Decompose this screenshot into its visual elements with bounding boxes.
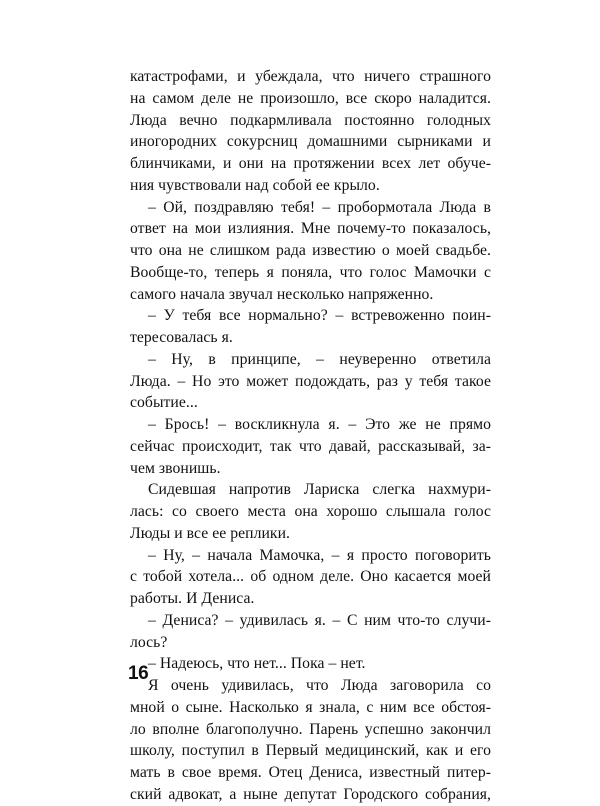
text-line-29: Я очень удивилась, что Люда заговорила со — [148, 677, 491, 694]
text-line-25: работы. И Дениса. — [130, 590, 255, 607]
text-line-8: ответ на мои излияния. Мне почему-то показалось, — [130, 220, 491, 238]
text-line-6: ния чувствовали над собой ее крыло. — [130, 176, 380, 194]
text-line-30: мной о сыне. Насколько я знала, с ним все обстоя- — [130, 698, 491, 716]
text-line-3: Люда вечно подкармливала постоянно голодных — [130, 111, 491, 129]
page-number: 16 — [128, 663, 149, 684]
text-line-12: – У тебя все нормально? – встревоженно поин- — [148, 307, 491, 325]
text-line-26: – Дениса? – удивилась я. – С ним что-то случи- — [148, 611, 491, 629]
text-line-28: – Надеюсь, что нет... Пока – нет. — [148, 655, 366, 673]
text-line-13: тересовалась я. — [130, 329, 233, 346]
text-line-7: – Ой, поздравляю тебя! – пробормотала Люда в — [148, 198, 491, 216]
text-line-19: чем звонишь. — [130, 459, 221, 477]
text-line-21: лась: со своего места она хорошо слышала голос — [130, 503, 491, 520]
text-line-24: с тобой хотела... об одном деле. Оно касается моей — [130, 568, 491, 586]
text-line-4: иногородних сокурсниц домашними сырниками и — [130, 133, 491, 151]
text-line-5: блинчиками, и они на протяжении всех лет обуче- — [130, 155, 491, 172]
text-line-1: катастрофами, и убеждала, что ничего страшного — [130, 68, 491, 85]
text-line-14: – Ну, в принципе, – неуверенно ответила — [148, 350, 491, 368]
text-line-20: Сидевшая напротив Лариска слегка нахмури- — [148, 481, 491, 499]
body-text — [130, 66, 491, 806]
text-line-27: лось? — [130, 633, 168, 651]
text-line-15: Люда. – Но это может подождать, раз у тебя такое — [130, 372, 491, 390]
text-line-32: школу, поступил в Первый медицинский, как и его — [130, 742, 491, 760]
text-line-34: ский адвокат, а ныне депутат Городского собрания, — [130, 785, 491, 803]
text-line-9: что она не слишком рада известию о моей свадьбе. — [130, 242, 491, 259]
text-line-17: – Брось! – воскликнула я. – Это же не прямо — [148, 416, 491, 433]
text-line-16: событие... — [130, 394, 198, 412]
text-line-10: Вообще-то, теперь я поняла, что голос Мамочки с — [130, 263, 491, 281]
text-line-31: ло вполне благополучно. Парень успешно закончил — [130, 720, 491, 738]
text-line-33: мать в свое время. Отец Дениса, известный питер- — [130, 764, 491, 781]
text-line-2: на самом деле не произошло, все скоро наладится. — [130, 89, 491, 107]
text-line-18: сейчас происходит, так что давай, рассказывай, за- — [130, 437, 491, 455]
text-line-11: самого начала звучал несколько напряженно. — [130, 285, 434, 303]
text-line-23: – Ну, – начала Мамочка, – я просто поговорить — [148, 546, 491, 564]
text-line-22: Люды и все ее реплики. — [130, 524, 290, 542]
